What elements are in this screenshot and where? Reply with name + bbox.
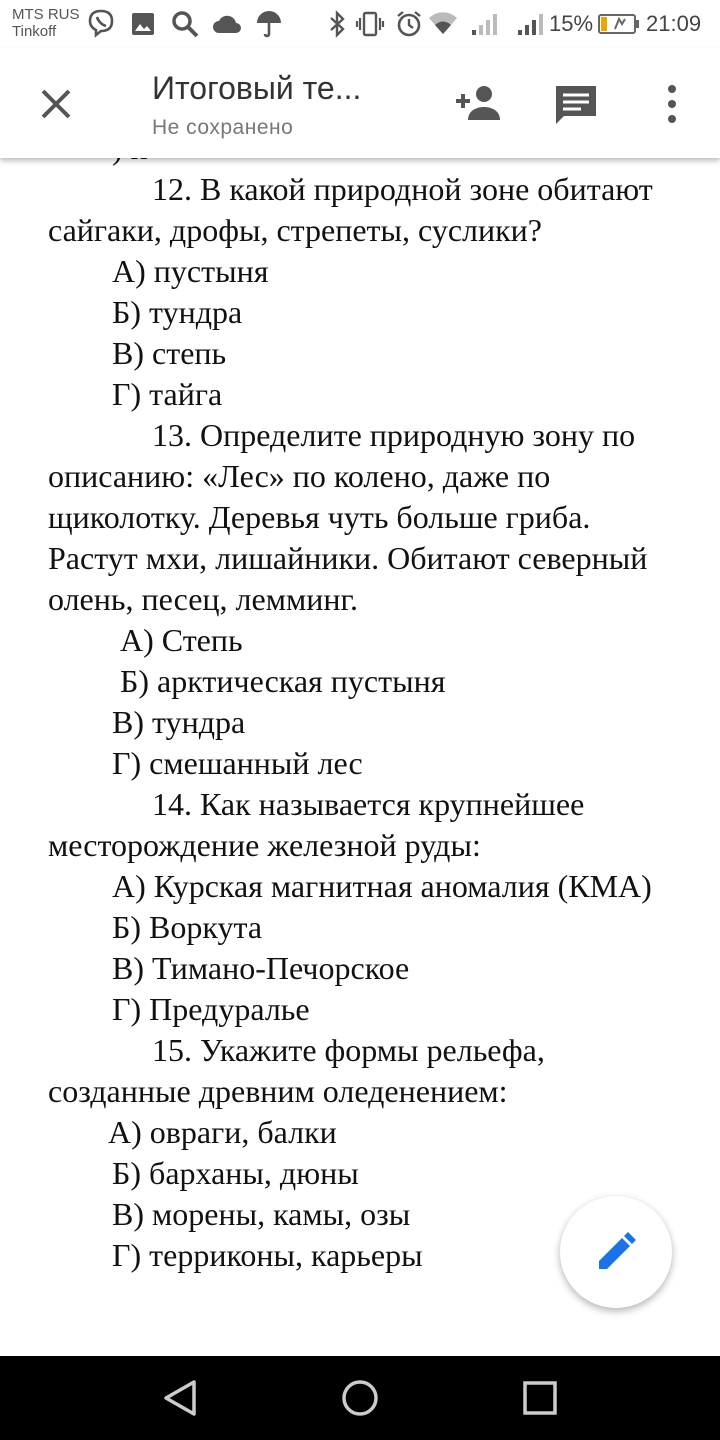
carrier-name-2: Tinkoff [12,23,57,40]
carrier-name-1: MTS RUS [12,6,80,23]
document-body[interactable] [0,158,720,1356]
recents-icon [522,1380,558,1416]
option: В) тундра [112,704,246,740]
question-15: 15. Укажите формы рельефа, созданные древним оледенением: [48,1032,545,1109]
option: Г) Предуралье [112,991,310,1027]
alarm-icon [395,10,423,43]
wifi-icon [428,12,458,41]
carrier-label [12,6,80,40]
battery-percent: 15% [549,11,594,36]
option: Б) барханы, дюны [112,1155,359,1191]
option: В) степь [112,335,227,371]
back-button[interactable] [162,1378,198,1423]
add-person-icon [454,84,504,124]
app-bar [0,48,720,158]
share-button[interactable] [454,84,504,129]
recents-button[interactable] [522,1380,558,1421]
more-options-button[interactable] [662,84,682,129]
comment-icon [554,84,598,126]
image-icon [131,12,155,41]
option: А) овраги, балки [108,1114,337,1150]
question-12: 12. В какой природной зоне обитают сайгаки, дрофы, стрепеты, суслики? [48,171,653,248]
signal-icon [516,12,544,41]
question-13: 13. Определите природную зону по описанию: «Лес» по колено, даже по щиколотку. Деревья чуть больше гриба. Растут мхи, лишайники. Обитают северный олень, песец, лемминг. [48,417,648,617]
status-bar [0,0,720,48]
home-icon [340,1378,380,1418]
question-14: 14. Как называется крупнейшее месторождение железной руды: [48,786,585,863]
signal-icon [470,12,498,41]
more-vert-icon [662,84,682,124]
edit-fab-button[interactable] [560,1196,672,1308]
edit-pencil-icon [595,1231,637,1273]
close-button[interactable] [34,82,78,126]
close-icon [34,82,78,126]
option: А) Курская магнитная аномалия (КМА) [112,868,652,904]
navigation-bar [0,1356,720,1440]
option: В) морены, камы, озы [112,1196,411,1232]
option: Г) терриконы, карьеры [112,1237,423,1273]
option: А) пустыня [112,253,269,289]
umbrella-icon [255,10,283,43]
comments-button[interactable] [554,84,598,131]
option: Б) тундра [112,294,243,330]
option: Г) тайга [112,376,223,412]
clock: 21:09 [646,11,702,36]
document-title: Итоговый те... [152,70,362,106]
document-content [48,128,688,1276]
cloud-icon [212,14,242,39]
viber-icon [86,8,116,43]
option: Б) арктическая пустыня [120,663,446,699]
save-status: Не сохранено [152,116,294,139]
option: А) Степь [120,622,243,658]
bluetooth-icon [328,10,346,43]
search-icon [170,9,200,44]
back-icon [162,1378,198,1418]
battery-icon [598,13,640,40]
vibrate-icon [356,11,384,42]
home-button[interactable] [340,1378,380,1423]
option: Г) смешанный лес [112,745,363,781]
option: Б) Воркута [112,909,263,945]
option: В) Тимано-Печорское [112,950,410,986]
